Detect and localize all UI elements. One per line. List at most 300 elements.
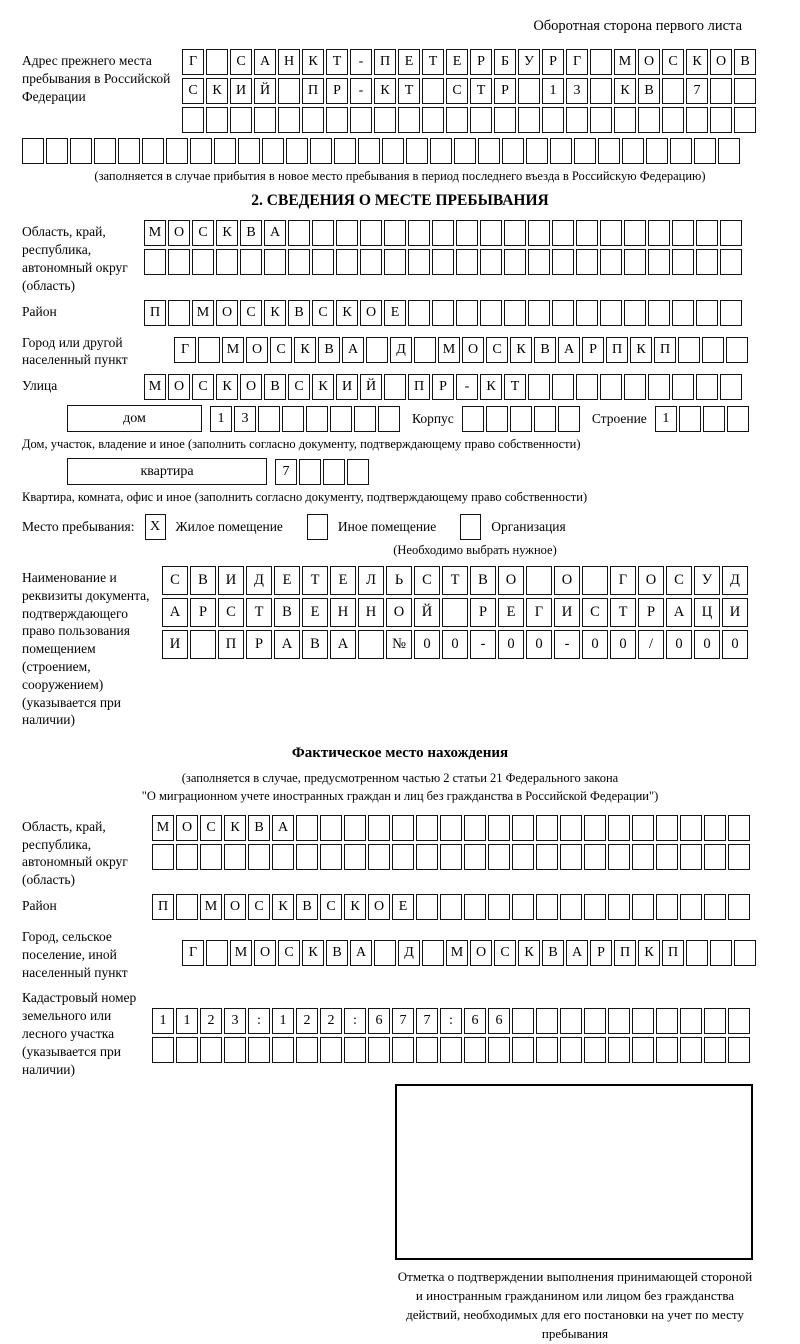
char-cell: Н: [278, 49, 300, 75]
char-cell: [254, 107, 276, 133]
char-cell: [624, 220, 646, 246]
char-cell: [608, 1037, 630, 1063]
char-cell: [374, 107, 396, 133]
char-cell: [206, 49, 228, 75]
char-cell: [696, 249, 718, 275]
char-cell: [560, 1037, 582, 1063]
char-cell: [632, 1008, 654, 1034]
char-cell: [552, 300, 574, 326]
stay-type-note: (Необходимо выбрать нужное): [393, 542, 557, 557]
char-cell: [638, 107, 660, 133]
char-cell: [310, 138, 332, 164]
char-cell: [368, 844, 390, 870]
residential-label: Жилое помещение: [175, 518, 283, 534]
char-cell: П: [302, 78, 324, 104]
char-cell: [679, 406, 701, 432]
char-cell: [344, 844, 366, 870]
char-cell: [614, 107, 636, 133]
char-cell: [504, 300, 526, 326]
char-cell: [336, 249, 358, 275]
char-cell: [440, 815, 462, 841]
char-cell: Р: [494, 78, 516, 104]
char-cell: П: [662, 940, 684, 966]
char-cell: О: [470, 940, 492, 966]
char-cell: 2: [320, 1008, 342, 1034]
char-cell: -: [470, 630, 496, 659]
char-cell: [680, 894, 702, 920]
char-cell: [320, 844, 342, 870]
region-block: [22, 220, 778, 294]
char-cell: [656, 1037, 678, 1063]
char-cell: [608, 815, 630, 841]
char-cell: [710, 107, 732, 133]
char-cell: Д: [722, 566, 748, 595]
char-cell: [462, 406, 484, 432]
char-cell: [512, 815, 534, 841]
char-cell: [278, 107, 300, 133]
district-line: [144, 300, 742, 326]
char-cell: [646, 138, 668, 164]
char-cell: 6: [488, 1008, 510, 1034]
char-cell: [408, 249, 430, 275]
char-cell: [720, 300, 742, 326]
char-cell: Л: [358, 566, 384, 595]
char-cell: С: [582, 598, 608, 627]
prev-address-line4: [22, 138, 778, 164]
char-cell: [590, 107, 612, 133]
char-cell: С: [662, 49, 684, 75]
char-cell: В: [326, 940, 348, 966]
char-cell: [440, 894, 462, 920]
char-cell: Н: [358, 598, 384, 627]
char-cell: О: [176, 815, 198, 841]
char-cell: П: [606, 337, 628, 363]
char-cell: [702, 337, 724, 363]
char-cell: [710, 78, 732, 104]
char-cell: [648, 374, 670, 400]
char-cell: [422, 107, 444, 133]
document-label: Наименование и реквизиты документа, подтверждающего право пользования помещением (строением, сооружением) (указывается при наличии): [22, 569, 150, 728]
char-cell: [366, 337, 388, 363]
char-cell: [430, 138, 452, 164]
char-cell: К: [302, 940, 324, 966]
char-cell: [504, 249, 526, 275]
char-cell: [720, 374, 742, 400]
char-cell: К: [224, 815, 246, 841]
char-cell: [334, 138, 356, 164]
char-cell: [262, 138, 284, 164]
region-grid: [144, 220, 742, 275]
char-cell: Д: [390, 337, 412, 363]
char-cell: [480, 220, 502, 246]
char-cell: В: [734, 49, 756, 75]
actual-region-grid: [152, 815, 750, 870]
char-cell: [454, 138, 476, 164]
organization-checkbox: [460, 514, 481, 540]
char-cell: [536, 894, 558, 920]
char-cell: [703, 406, 725, 432]
document-line2: [162, 598, 748, 627]
city-line: [174, 337, 748, 363]
char-cell: -: [350, 49, 372, 75]
char-cell: [656, 894, 678, 920]
char-cell: [488, 1037, 510, 1063]
stroenie-label: Строение: [591, 410, 647, 426]
char-cell: Р: [590, 940, 612, 966]
char-cell: Т: [422, 49, 444, 75]
city-label: Город или другой населенный пункт: [22, 334, 128, 368]
char-cell: [600, 249, 622, 275]
char-cell: [230, 107, 252, 133]
char-cell: [600, 374, 622, 400]
char-cell: [488, 815, 510, 841]
char-cell: [384, 220, 406, 246]
char-cell: [344, 815, 366, 841]
char-cell: [686, 940, 708, 966]
char-cell: О: [386, 598, 412, 627]
char-cell: В: [296, 894, 318, 920]
char-cell: И: [162, 630, 188, 659]
char-cell: И: [554, 598, 580, 627]
prev-address-grid: [182, 49, 756, 133]
char-cell: [672, 249, 694, 275]
char-cell: [718, 138, 740, 164]
char-cell: К: [686, 49, 708, 75]
char-cell: [360, 220, 382, 246]
char-cell: Е: [446, 49, 468, 75]
char-cell: [299, 459, 321, 485]
char-cell: [200, 1037, 222, 1063]
char-cell: [296, 815, 318, 841]
char-cell: №: [386, 630, 412, 659]
char-cell: [512, 844, 534, 870]
char-cell: [504, 220, 526, 246]
char-cell: Е: [384, 300, 406, 326]
char-cell: [656, 815, 678, 841]
char-cell: [368, 815, 390, 841]
char-cell: К: [294, 337, 316, 363]
char-cell: [384, 249, 406, 275]
char-cell: [678, 337, 700, 363]
char-cell: 0: [582, 630, 608, 659]
city-block: [22, 331, 778, 370]
char-cell: [46, 138, 68, 164]
char-cell: К: [510, 337, 532, 363]
actual-region-block: [22, 815, 778, 889]
char-cell: К: [480, 374, 502, 400]
region-line1: [144, 220, 742, 246]
char-cell: Р: [470, 49, 492, 75]
char-cell: И: [336, 374, 358, 400]
char-cell: М: [438, 337, 460, 363]
char-cell: :: [248, 1008, 270, 1034]
char-cell: [398, 107, 420, 133]
char-cell: [680, 844, 702, 870]
char-cell: [632, 894, 654, 920]
char-cell: [648, 220, 670, 246]
char-cell: В: [248, 815, 270, 841]
char-cell: 7: [686, 78, 708, 104]
char-cell: [518, 107, 540, 133]
char-cell: [330, 406, 352, 432]
char-cell: [576, 220, 598, 246]
char-cell: Й: [360, 374, 382, 400]
korpus-cells: [462, 406, 580, 432]
char-cell: В: [288, 300, 310, 326]
stamp-area: [395, 1084, 755, 1343]
char-cell: К: [216, 374, 238, 400]
document-grid: [162, 566, 748, 659]
char-cell: [486, 406, 508, 432]
char-cell: [312, 220, 334, 246]
char-cell: [323, 459, 345, 485]
char-cell: [480, 300, 502, 326]
char-cell: М: [230, 940, 252, 966]
char-cell: [598, 138, 620, 164]
char-cell: [464, 815, 486, 841]
char-cell: [358, 138, 380, 164]
char-cell: [528, 249, 550, 275]
char-cell: [566, 107, 588, 133]
street-block: [22, 374, 778, 400]
char-cell: Т: [302, 566, 328, 595]
char-cell: [456, 300, 478, 326]
char-cell: Р: [432, 374, 454, 400]
char-cell: С: [414, 566, 440, 595]
char-cell: 1: [542, 78, 564, 104]
char-cell: [576, 374, 598, 400]
char-cell: [224, 844, 246, 870]
char-cell: М: [144, 374, 166, 400]
char-cell: А: [566, 940, 588, 966]
char-cell: [728, 894, 750, 920]
char-cell: [528, 300, 550, 326]
char-cell: А: [254, 49, 276, 75]
char-cell: [704, 1008, 726, 1034]
char-cell: О: [638, 49, 660, 75]
char-cell: [656, 844, 678, 870]
char-cell: [728, 844, 750, 870]
char-cell: А: [350, 940, 372, 966]
char-cell: [406, 138, 428, 164]
char-cell: [144, 249, 166, 275]
char-cell: К: [374, 78, 396, 104]
char-cell: [238, 138, 260, 164]
char-cell: [536, 1037, 558, 1063]
char-cell: С: [162, 566, 188, 595]
prev-address-label: Адрес прежнего места пребывания в Российской Федерации: [22, 53, 171, 104]
char-cell: [258, 406, 280, 432]
prev-address-note: (заполняется в случае прибытия в новое место пребывания в период последнего въезда в Российскую Федерацию): [94, 169, 706, 183]
char-cell: А: [264, 220, 286, 246]
char-cell: -: [554, 630, 580, 659]
char-cell: [672, 374, 694, 400]
char-cell: Т: [504, 374, 526, 400]
char-cell: В: [542, 940, 564, 966]
char-cell: [710, 940, 732, 966]
char-cell: Ь: [386, 566, 412, 595]
char-cell: И: [218, 566, 244, 595]
actual-region-line2: [152, 844, 750, 870]
char-cell: [552, 374, 574, 400]
char-cell: К: [614, 78, 636, 104]
char-cell: Е: [274, 566, 300, 595]
char-cell: Г: [610, 566, 636, 595]
char-cell: П: [408, 374, 430, 400]
char-cell: [512, 1037, 534, 1063]
char-cell: [358, 630, 384, 659]
char-cell: Т: [326, 49, 348, 75]
district-label: Район: [22, 303, 57, 319]
char-cell: [282, 406, 304, 432]
char-cell: А: [274, 630, 300, 659]
char-cell: А: [330, 630, 356, 659]
char-cell: [464, 844, 486, 870]
char-cell: М: [614, 49, 636, 75]
char-cell: [432, 249, 454, 275]
char-cell: Р: [582, 337, 604, 363]
char-cell: [680, 815, 702, 841]
char-cell: [312, 249, 334, 275]
char-cell: 2: [200, 1008, 222, 1034]
char-cell: [696, 374, 718, 400]
char-cell: М: [222, 337, 244, 363]
char-cell: [656, 1008, 678, 1034]
char-cell: 0: [498, 630, 524, 659]
char-cell: [22, 138, 44, 164]
char-cell: [414, 337, 436, 363]
char-cell: [672, 220, 694, 246]
street-label: Улица: [22, 378, 58, 394]
char-cell: [142, 138, 164, 164]
char-cell: [360, 249, 382, 275]
char-cell: [648, 249, 670, 275]
char-cell: [734, 940, 756, 966]
char-cell: 0: [442, 630, 468, 659]
char-cell: [190, 630, 216, 659]
char-cell: [416, 1037, 438, 1063]
char-cell: [542, 107, 564, 133]
district-block: [22, 300, 778, 326]
char-cell: [302, 107, 324, 133]
char-cell: 3: [224, 1008, 246, 1034]
char-cell: Р: [190, 598, 216, 627]
char-cell: [378, 406, 400, 432]
char-cell: 0: [694, 630, 720, 659]
char-cell: [686, 107, 708, 133]
char-cell: [662, 107, 684, 133]
house-caption: Дом, участок, владение и иное (заполнить согласно документу, подтверждающему право собственности): [22, 437, 581, 452]
char-cell: К: [312, 374, 334, 400]
char-cell: К: [272, 894, 294, 920]
char-cell: [536, 815, 558, 841]
char-cell: [727, 406, 749, 432]
cadastre-grid: [152, 986, 750, 1063]
char-cell: [206, 940, 228, 966]
char-cell: С: [240, 300, 262, 326]
char-cell: [728, 1037, 750, 1063]
char-cell: [624, 374, 646, 400]
char-cell: Ц: [694, 598, 720, 627]
char-cell: [528, 220, 550, 246]
char-cell: Е: [498, 598, 524, 627]
char-cell: Д: [246, 566, 272, 595]
char-cell: Е: [398, 49, 420, 75]
apartment-caption: Квартира, комната, офис и иное (заполнить согласно документу, подтверждающему право собственности): [22, 490, 588, 505]
region-label: Область, край, республика, автономный округ (область): [22, 224, 128, 293]
document-line1: [162, 566, 748, 595]
char-cell: Й: [414, 598, 440, 627]
char-cell: [442, 598, 468, 627]
char-cell: [264, 249, 286, 275]
prev-address-line3: [182, 107, 756, 133]
char-cell: А: [272, 815, 294, 841]
char-cell: :: [344, 1008, 366, 1034]
cadastre-label: Кадастровый номер земельного или лесного участка (указывается при наличии): [22, 990, 137, 1077]
char-cell: [510, 406, 532, 432]
char-cell: [176, 894, 198, 920]
char-cell: [584, 1008, 606, 1034]
char-cell: [422, 78, 444, 104]
actual-city-label: Город, сельское поселение, иной населенный пункт: [22, 928, 128, 980]
char-cell: [680, 1008, 702, 1034]
section3-title: Фактическое место нахождения: [291, 745, 509, 762]
char-cell: 0: [722, 630, 748, 659]
char-cell: 3: [234, 406, 256, 432]
char-cell: [734, 78, 756, 104]
char-cell: Г: [526, 598, 552, 627]
char-cell: О: [360, 300, 382, 326]
char-cell: [584, 815, 606, 841]
char-cell: П: [218, 630, 244, 659]
residential-checkbox: X: [145, 514, 166, 540]
char-cell: [440, 1037, 462, 1063]
char-cell: Н: [330, 598, 356, 627]
char-cell: [574, 138, 596, 164]
char-cell: [118, 138, 140, 164]
char-cell: :: [440, 1008, 462, 1034]
char-cell: В: [534, 337, 556, 363]
char-cell: [478, 138, 500, 164]
char-cell: О: [710, 49, 732, 75]
char-cell: [326, 107, 348, 133]
char-cell: [726, 337, 748, 363]
char-cell: П: [654, 337, 676, 363]
char-cell: [336, 220, 358, 246]
char-cell: Р: [246, 630, 272, 659]
house-cells: [210, 406, 400, 432]
char-cell: 0: [610, 630, 636, 659]
cadastre-line1: [152, 1008, 750, 1034]
char-cell: Г: [566, 49, 588, 75]
char-cell: 1: [152, 1008, 174, 1034]
char-cell: [648, 300, 670, 326]
char-cell: П: [614, 940, 636, 966]
char-cell: [560, 844, 582, 870]
apartment-cells: [275, 459, 369, 485]
char-cell: [582, 566, 608, 595]
stay-type-label: Место пребывания:: [22, 518, 135, 534]
korpus-label: Корпус: [412, 410, 454, 426]
char-cell: [166, 138, 188, 164]
char-cell: [720, 249, 742, 275]
char-cell: С: [192, 374, 214, 400]
char-cell: 7: [275, 459, 297, 485]
char-cell: В: [274, 598, 300, 627]
char-cell: [590, 49, 612, 75]
char-cell: [696, 300, 718, 326]
char-cell: [558, 406, 580, 432]
